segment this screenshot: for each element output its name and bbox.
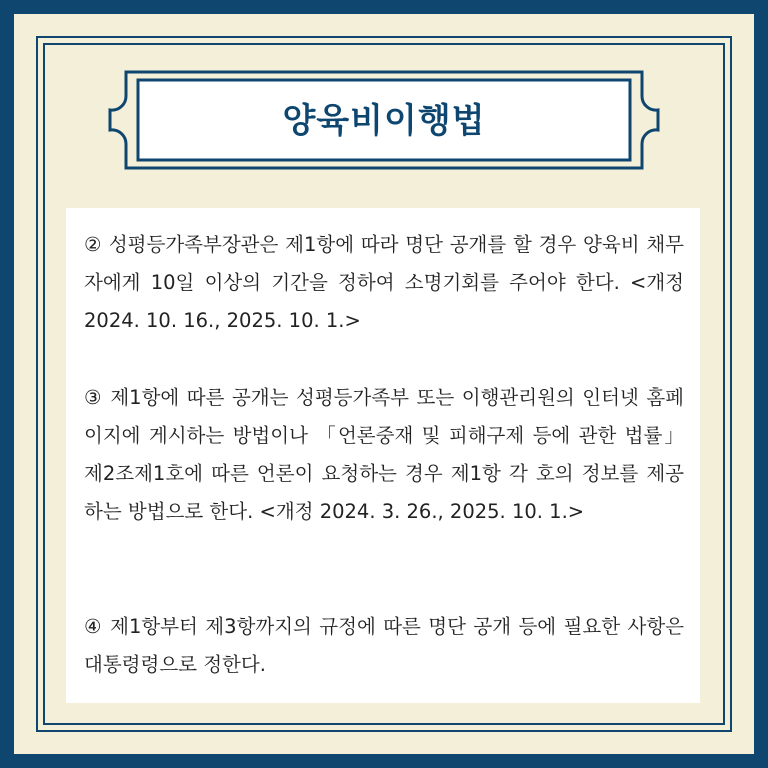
- paragraph-4: ④ 제1항부터 제3항까지의 규정에 따른 명단 공개 등에 필요한 사항은 대통령령으로 정한다.: [84, 615, 684, 676]
- paragraph-2: ② 성평등가족부장관은 제1항에 따라 명단 공개를 할 경우 양육비 채무자에게 10일 이상의 기간을 정하여 소명기회를 주어야 한다. <개정 2024. 10. 16., 2025. 10. 1.>: [84, 233, 684, 332]
- paragraph-3: ③ 제1항에 따른 공개는 성평등가족부 또는 이행관리원의 인터넷 홈페이지에 게시하는 방법이나 「언론중재 및 피해구제 등에 관한 법률」 제2조제1호에 따른 언론이 요청하는 경우 제1항 각 호의 정보를 제공하는 방법으로 한다. <개정 2024. 3. 26., 2025. 10. 1.>: [84, 386, 684, 523]
- content-panel: [66, 208, 700, 703]
- page-frame: [14, 14, 754, 754]
- title-banner: [104, 66, 664, 174]
- page-title: 양육비이행법: [282, 101, 486, 141]
